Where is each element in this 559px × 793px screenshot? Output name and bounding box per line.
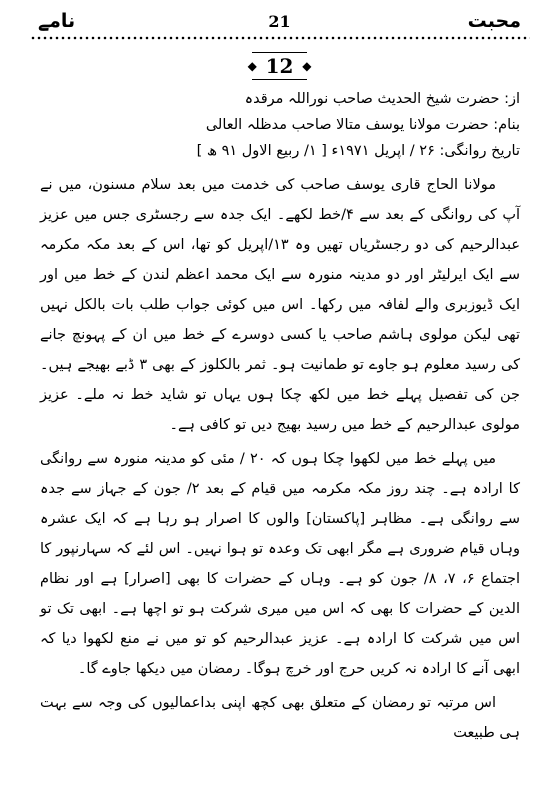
letter-date: تاریخ روانگی: ۲۶ / اپریل ۱۹۷۱ء [ ۱/ ربیع الاول ۹۱ ھ ] [196, 143, 520, 159]
letter-to: بنام: حضرت مولانا یوسف متالا صاحب مدظلہ العالی [205, 117, 520, 133]
letter-number-badge [0, 52, 559, 80]
header-dotted-divider [30, 36, 530, 40]
letter-number: ◆ 12 ◆ [252, 52, 308, 80]
header-book-title-left: نامے [38, 10, 76, 32]
letter-body [40, 86, 520, 748]
paragraph-1: مولانا الحاج قاری یوسف صاحب کی خدمت میں بعد سلام مسنون، میں نے آپ کی روانگی کے بعد سے ۴/خط لکھے۔ ایک جدہ سے رجسٹری جس میں عزیز عبدالرحیم کی دو رجسٹریاں تھیں وہ ۱۳/اپریل کو تھا، اس کے بعد مکہ مکرمہ سے ایک ایرلیٹر اور دو مدینہ منورہ سے ایک محمد اعظم لندن کے خط میں اور ایک ڈیوزبری والے لفافہ میں رکھا۔ اس میں کوئی جواب طلب بات بالکل نہیں تھی لیکن مولوی ہاشم صاحب یا کسی دوسرے کے خط میں ان کے پہونچ جانے کی رسید معلوم ہو جاوے تو طمانیت ہو۔ ثمر بالکلوز کے بھی ۳ ڈبے بھیجے ہیں۔ جن کی تفصیل پہلے خط میں لکھ چکا ہوں یہاں تو شاید خط نہ ملے۔ عزیز مولوی عبدالرحیم کے خط میں رسید بھیج دیں تو کافی ہے۔ [40, 177, 520, 433]
header-book-title-right: محبت [467, 10, 521, 32]
page-header [0, 6, 559, 36]
letter-from: از: حضرت شیخ الحدیث صاحب نوراللہ مرقدہ [244, 91, 520, 107]
paragraph-2: میں پہلے خط میں لکھوا چکا ہوں کہ ۲۰ / مئی کو مدینہ منورہ سے روانگی کا ارادہ ہے۔ چند روز مکہ مکرمہ میں قیام کے بعد ۲/ جون کے جہاز سے جدہ سے روانگی ہے۔ مظاہر [پاکستان] والوں کا اصرار ہو رہا ہے کہ ایک عشرہ وہاں قیام ضروری ہے مگر ابھی تک وعدہ تو ہوا نہیں۔ اس لئے کہ سہارنپور کا اجتماع ۶، ۷، ۸/ جون کو ہے۔ وہاں کے حضرات کا بھی [اصرار] ہے اور نظام الدین کے حضرات کا بھی کہ اس میں میری شرکت ہو تو اچھا ہے۔ ابھی تک تو اس میں شرکت کا ارادہ ہے۔ عزیز عبدالرحیم کو تو میں نے منع لکھوا دیا کہ ابھی آنے کا ارادہ نہ کریں حرج اور خرچ ہوگا۔ رمضان میں دیکھا جاوے گا۔ [40, 451, 520, 677]
page-number: 21 [268, 12, 291, 31]
paragraph-3: اس مرتبہ تو رمضان کے متعلق بھی کچھ اپنی بداعمالیوں کی وجہ سے بہت ہی طبیعت [40, 695, 520, 741]
